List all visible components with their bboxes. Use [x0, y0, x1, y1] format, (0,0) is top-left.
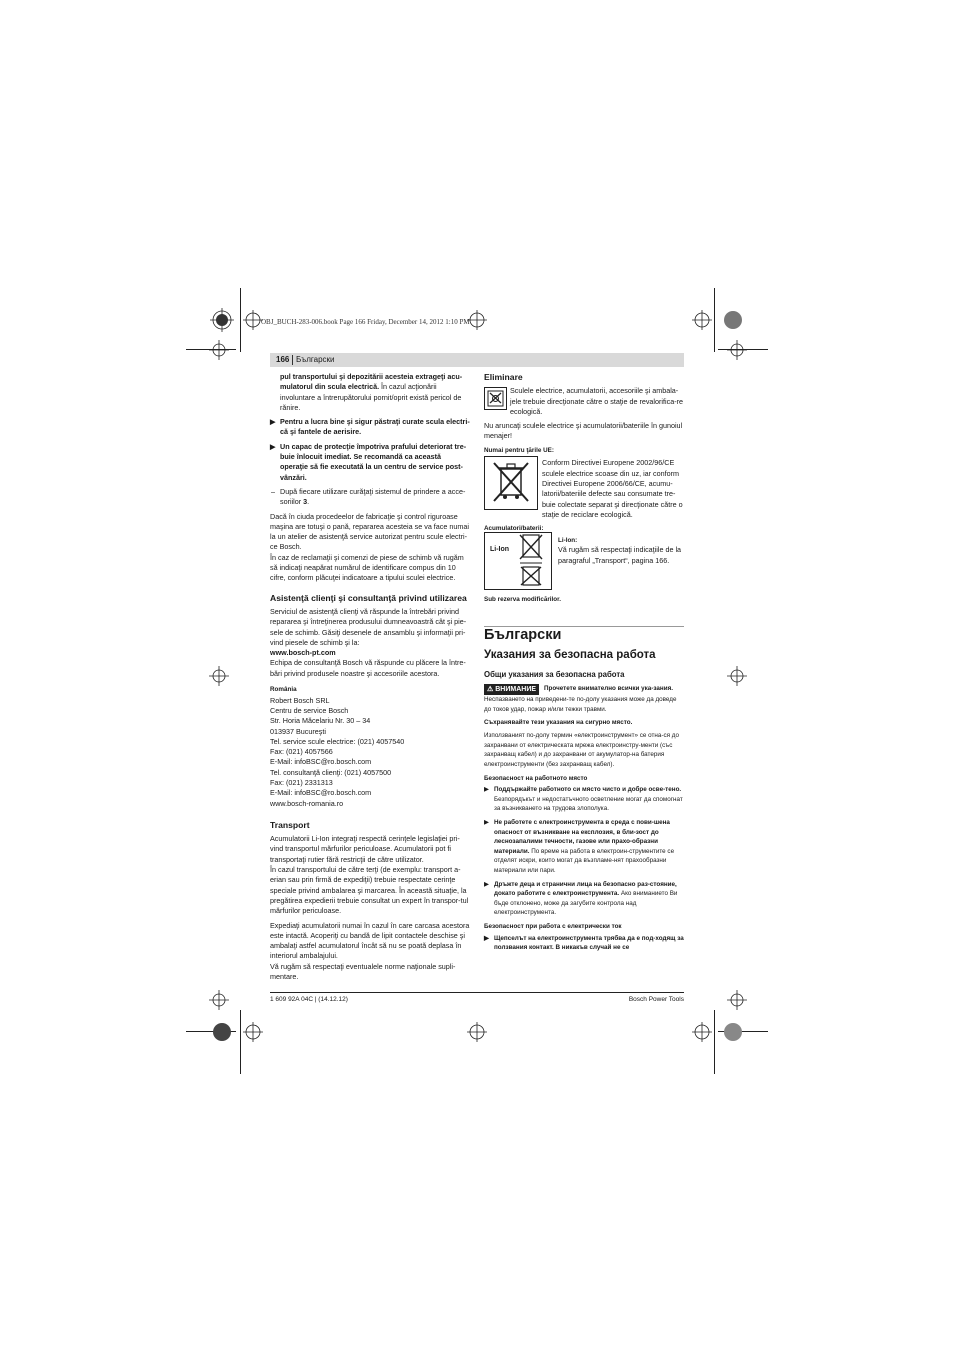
address-line: Tel. service scule electrice: (021) 4057540: [270, 736, 405, 746]
modification-note: Sub rezerva modificărilor.: [484, 595, 561, 603]
transport-paragraph-4: Vă rugăm să respectaţi eventualele norme naţionale supli-mentare.: [270, 961, 456, 982]
warning-badge: [484, 684, 539, 696]
warning-badge-label: ВНИМАНИЕ: [495, 685, 537, 693]
bullet-bold: Поддържайте работното си място чисто и добре осве-тено.: [494, 786, 682, 794]
transport-paragraph-1: Acumulatorii Li-Ion integraţi respectă cerinţele legislaţiei pri-vind transportul mărfurilor periculoase. Acumulatorii pot fi transportaţi rutier fără restricţii de către utilizator.: [270, 834, 460, 864]
dash-marker-icon: –: [271, 486, 275, 496]
warning-paragraph: [484, 684, 684, 715]
page-header: [270, 353, 684, 367]
page-number: 166: [276, 355, 290, 364]
heading-general-safety: Общи указания за безопасна работа: [484, 669, 625, 679]
bullet-rest: Безпорядъкът и недостатъчното осветление могат да спомогнат за възникването на трудова злополука.: [494, 795, 683, 813]
workplace-bullet-2: [484, 818, 684, 876]
country-label: România: [270, 686, 297, 694]
battery-label: Acumulatori/baterii:: [484, 525, 544, 533]
liion-label: Li-Ion:: [558, 536, 578, 544]
address-line: Robert Bosch SRL: [270, 695, 330, 705]
print-slug: OBJ_BUCH-283-006.book Page 166 Friday, December 14, 2012 1:10 PM: [261, 318, 470, 326]
heading-transport: Transport: [270, 819, 310, 830]
bullet-marker-icon: ▶: [484, 786, 489, 794]
repair-paragraph: Dacă în ciuda procedeelor de fabricaţie şi control riguroase maşina are totuşi o pană, repararea acesteia se va face numai la un atelier de asistenţă service autorizat pentru scule electri-ce Bosch.: [270, 511, 469, 552]
electric-bullet-1: [484, 934, 684, 953]
service-url: www.bosch-pt.com: [270, 648, 336, 658]
bullet-marker-icon: ▶: [484, 880, 489, 888]
keep-instructions: Съхранявайте тези указания на сигурно място.: [484, 718, 633, 726]
bullet-bold: Не работете с електроинструмента в среда с пови-шена опасност от възникване на експлозия, в бли-зост до леснозапалими течности, газове или прахо-образни материали.: [494, 819, 670, 855]
address-line: Centru de service Bosch: [270, 705, 349, 715]
bullet-text: Pentru a lucra bine şi sigur păstraţi curate scula electri-că şi fantele de aerisire.: [280, 417, 470, 437]
service-paragraph-2: Echipa de consultanţă Bosch vă răspunde cu plăcere la între-bări privind produsele noastre şi accesoriile acestora.: [270, 658, 466, 678]
bullet-rest: По време на работа в електроин-струментите се отделят искри, които могат да възпламе-нят прахообразни материали или пари.: [494, 847, 675, 874]
address-line: Fax: (021) 4057566: [270, 747, 333, 757]
crossed-bin-icon: [484, 456, 538, 510]
intro-paragraph: [270, 372, 470, 413]
transport-paragraph-2: În cazul transportului de către terţi (de exemplu: transport a-erian sau prin firmă de expediţii) trebuie respectate cerinţe speciale privind ambalarea şi marcarea. În această situaţie, la pregătirea expedierii trebuie consultat un expert în transpor-tul mărfurilor periculoase.: [270, 865, 469, 916]
dash-item-clean: [270, 487, 470, 508]
header-language: Български: [296, 355, 335, 364]
address-line: E-Mail: infoBSC@ro.bosch.com: [270, 757, 372, 767]
complaint-paragraph: În caz de reclamaţii şi comenzi de piese de schimb vă rugăm să indicaţi neapărat numărul de identificare compus din 10 cifre, conform plăcuţei indicatoare a tipului sculei electrice.: [270, 552, 464, 583]
warning-rest: Неспазването на приведени-те по-долу указания може да доведе до токов удар, пожар и/или тежки травми.: [484, 696, 677, 714]
bullet-marker-icon: ▶: [484, 934, 489, 942]
eu-paragraph: Conform Directivei Europene 2002/96/CE sculele electrice scoase din uz, iar conform Directivei Europene 2006/66/CE, acumu-latorii/bateriile defecte sau consumate tre-buie colectate separat şi direcţionate către o staţie de reciclare ecologică.: [542, 458, 683, 519]
bullet-dust-cap: [270, 442, 470, 483]
bullet-text: Un capac de protecţie împotriva prafului deteriorat tre-buie înlocuit imediat. Se recomandă ca această operaţie să fie executată la un centru de service post-vânzări.: [280, 441, 467, 482]
left-column: [270, 372, 470, 986]
heading-workplace: Безопасност на работното място: [484, 774, 588, 782]
address-line: E-Mail: infoBSC@ro.bosch.com: [270, 788, 372, 798]
workplace-bullet-1: [484, 785, 684, 814]
bullet-marker-icon: ▶: [484, 819, 489, 827]
dash-text: După fiecare utilizare curăţaţi sistemul de prindere a acce-soriilor: [280, 486, 466, 507]
term-paragraph: Използваният по-долу термин «електроинструмент» се отна-ся до захранвани от електрическата мрежа електроинстру-менти (със захранващ кабел) и до захранвани от акумулатор-на батерия електроинструменти (без захранващ кабел).: [484, 732, 679, 769]
bullet-keep-clean: [270, 417, 470, 438]
service-paragraph: Serviciul de asistenţă clienţi vă răspunde la întrebări privind repararea şi întreţinerea produsului dumneavoastră cât şi pie-sele de schimb. Găsiţi desenele de ansamblu şi informaţii pri-vind piesele de schimb şi la:: [270, 606, 467, 647]
address-line: Tel. consultanţă clienţi: (021) 4057500: [270, 767, 392, 777]
heading-disposal: Eliminare: [484, 372, 523, 382]
bulgarian-section: [484, 627, 684, 957]
header-separator: [292, 355, 293, 365]
recycle-icon: [484, 387, 507, 410]
transport-paragraph-3: Expediaţi acumulatorii numai în cazul în care carcasa acestora este intactă. Acoperiţi cu bandă de lipit contactele deschise şi ambalaţi astfel acumulatorul încât să nu se poată deplasa în interiorul ambalajului.: [270, 920, 470, 961]
heading-service: Asistenţă clienţi şi consultanţă privind utilizarea: [270, 592, 467, 603]
liion-text: Vă rugăm să respectaţi indicaţiile de la paragraful „Transport“, pagina 166.: [558, 545, 682, 565]
dash-period: .: [307, 497, 310, 507]
intro-bold: pul transportului şi depozitării acesteia extrageţi acu-mulatorul din scula electrică.: [280, 372, 463, 392]
footer-brand: Bosch Power Tools: [628, 996, 684, 1003]
warning-bold: Прочетете внимателно всички ука-зания.: [544, 684, 674, 692]
dash-ref-number: 3: [303, 497, 308, 507]
bullet-marker-icon: ▶: [270, 441, 276, 451]
address-block: [270, 696, 470, 809]
heading-safety: Указания за безопасна работа: [484, 649, 656, 662]
address-line: Fax: (021) 2331313: [270, 777, 333, 787]
workplace-bullet-3: [484, 880, 684, 918]
disposal-paragraph-2: Nu aruncaţi sculele electrice şi acumulatorii/bateriile în gunoiul menajer!: [484, 421, 683, 441]
page-footer: [270, 992, 684, 1003]
address-line: 013937 Bucureşti: [270, 726, 326, 736]
bullet-rest: Ако вниманието Ви бъде отклонено, може да загубите контрола над електроинструмента.: [494, 890, 678, 917]
bullet-marker-icon: ▶: [270, 417, 276, 427]
bullet-bold: Щепселът на електроинструмента трябва да е под-ходящ за ползвания контакт. В никакъв случай не се: [494, 934, 684, 952]
warning-triangle-icon: ⚠: [487, 685, 494, 693]
battery-disposal-icon: [484, 532, 552, 590]
intro-rest: În cazul acţionării involuntare a întrerupătorului pornit/oprit există pericol de rănire.: [280, 382, 462, 412]
heading-electric: Безопасност при работа с електрически ток: [484, 922, 622, 930]
address-line: www.bosch-romania.ro: [270, 798, 344, 808]
liion-icon-label: Li-Ion: [490, 546, 510, 553]
eu-label: Numai pentru ţările UE:: [484, 446, 554, 454]
address-line: Str. Horia Măcelariu Nr. 30 – 34: [270, 716, 371, 726]
disposal-paragraph: Sculele electrice, acumulatorii, accesoriile şi ambala-jele trebuie direcţionate către o staţie de revalorifica-re ecologică.: [510, 386, 683, 416]
footer-doc-number: 1 609 92A 04C | (14.12.12): [270, 996, 348, 1003]
bullet-bold: Дръжте деца и странични лица на безопасно раз-стояние, докато работите с електроинструмента.: [494, 880, 677, 898]
section-title-bulgarian: Български: [484, 627, 562, 643]
